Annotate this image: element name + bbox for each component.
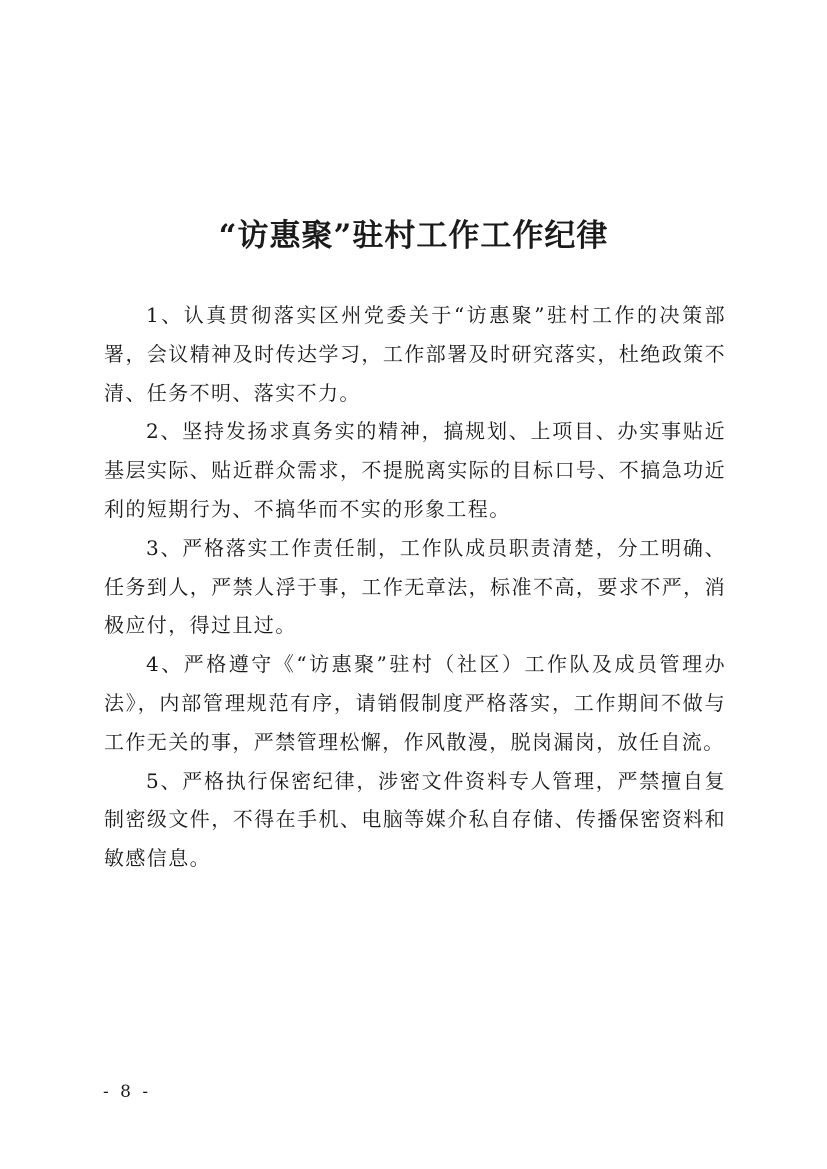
paragraph-4: 4、严格遵守《“访惠聚”驻村（社区）工作队及成员管理办法》，内部管理规范有序，请销假制度严格落实，工作期间不做与工作无关的事，严禁管理松懈，作风散漫，脱岗漏岗，放任自流。 [104,652,726,754]
document-title: “访惠聚”驻村工作工作纪律 [218,218,609,254]
document-body [104,296,726,878]
paragraph-3: 3、严格落实工作责任制，工作队成员职责清楚，分工明确、任务到人，严禁人浮于事，工作无章法，标准不高，要求不严，消极应付，得过且过。 [104,535,726,638]
paragraph-2: 2、坚持发扬求真务实的精神，搞规划、上项目、办实事贴近基层实际、贴近群众需求，不提脱离实际的目标口号、不搞急功近利的短期行为、不搞华而不实的形象工程。 [104,419,726,521]
page-number: - 8 - [103,1082,152,1102]
paragraph-1: 1、认真贯彻落实区州党委关于“访惠聚”驻村工作的决策部署，会议精神及时传达学习，工作部署及时研究落实，杜绝政策不清、任务不明、落实不力。 [104,303,726,405]
paragraph-5: 5、严格执行保密纪律，涉密文件资料专人管理，严禁擅自复制密级文件，不得在手机、电脑等媒介私自存储、传播保密资料和敏感信息。 [104,768,726,871]
